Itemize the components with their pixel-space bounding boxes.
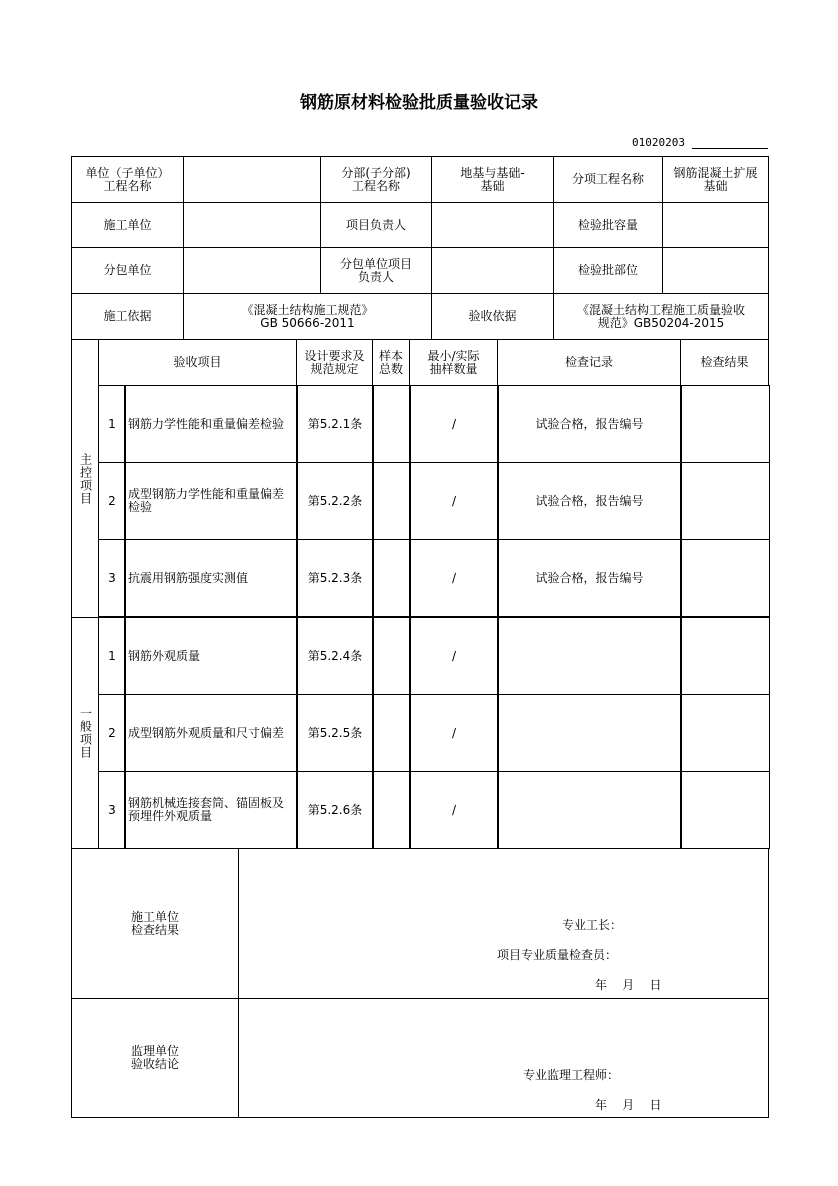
contractor-check-label: 施工单位 检查结果 [71, 848, 239, 999]
row-item-name: 成型钢筋外观质量和尺寸偏差 [124, 694, 298, 772]
sub-pm-label: 分包单位项目 负责人 [320, 247, 432, 294]
capacity-value [662, 202, 769, 248]
row-number: 3 [98, 771, 126, 849]
code-underline [692, 148, 768, 149]
row-number: 1 [98, 617, 126, 695]
row-number: 2 [98, 694, 126, 772]
main-group-cell [71, 339, 99, 618]
row-result [680, 385, 770, 463]
unit-value [183, 156, 321, 203]
col-sample-count: 最小/实际 抽样数量 [409, 339, 498, 386]
row-sample-total [372, 385, 411, 463]
contractor-label: 施工单位 [71, 202, 184, 248]
location-value [662, 247, 769, 294]
row-sample-total [372, 771, 411, 849]
row-clause: 第5.2.4条 [296, 617, 374, 695]
row-sample-count: / [409, 771, 499, 849]
supervisor-check-label: 监理单位 验收结论 [71, 998, 239, 1118]
unit-label: 单位（子单位） 工程名称 [71, 156, 184, 203]
sub-pm-value [431, 247, 554, 294]
col-result: 检查结果 [680, 339, 769, 386]
basis-value: 《混凝土结构施工规范》 GB 50666-2011 [183, 293, 432, 340]
col-sample-total: 样本 总数 [372, 339, 410, 386]
row-clause: 第5.2.1条 [296, 385, 374, 463]
basis-label: 施工依据 [71, 293, 184, 340]
acceptance-basis-value: 《混凝土结构工程施工质量验收 规范》GB50204-2015 [553, 293, 769, 340]
row-record: 试验合格，报告编号 [497, 385, 682, 463]
supervisor-check-area [238, 998, 769, 1118]
capacity-label: 检验批容量 [553, 202, 663, 248]
col-item: 验收项目 [98, 339, 297, 386]
row-clause: 第5.2.3条 [296, 539, 374, 617]
row-record [497, 694, 682, 772]
col-record: 检查记录 [497, 339, 681, 386]
engineer-label: 专业监理工程师： [523, 1068, 620, 1082]
pm-value [431, 202, 554, 248]
row-sample-total [372, 539, 411, 617]
sub-label: 分包单位 [71, 247, 184, 294]
row-sample-count: / [409, 539, 499, 617]
row-result [680, 462, 770, 540]
contractor-check-area [238, 848, 769, 999]
row-item-name: 钢筋外观质量 [124, 617, 298, 695]
subitem-value: 钢筋混凝土扩展 基础 [662, 156, 769, 203]
contractor-value [183, 202, 321, 248]
location-label: 检验批部位 [553, 247, 663, 294]
row-record: 试验合格，报告编号 [497, 462, 682, 540]
foreman-label: 专业工长： [562, 918, 623, 932]
row-number: 2 [98, 462, 126, 540]
row-item-name: 钢筋机械连接套筒、锚固板及预埋件外观质量 [124, 771, 298, 849]
pm-label: 项目负责人 [320, 202, 432, 248]
row-item-name: 钢筋力学性能和重量偏差检验 [124, 385, 298, 463]
supervisor-date: 年 月 日 [595, 1098, 662, 1112]
contractor-date: 年 月 日 [595, 978, 662, 992]
row-clause: 第5.2.5条 [296, 694, 374, 772]
row-item-name: 抗震用钢筋强度实测值 [124, 539, 298, 617]
row-result [680, 771, 770, 849]
row-number: 3 [98, 539, 126, 617]
sub-value [183, 247, 321, 294]
row-result [680, 617, 770, 695]
inspector-label: 项目专业质量检查员： [497, 948, 618, 962]
division-value: 地基与基础- 基础 [431, 156, 554, 203]
general-group-cell [71, 617, 99, 849]
col-design: 设计要求及 规范规定 [296, 339, 373, 386]
row-sample-count: / [409, 462, 499, 540]
acceptance-basis-label: 验收依据 [431, 293, 554, 340]
row-result [680, 539, 770, 617]
row-sample-count: / [409, 385, 499, 463]
general-group-label: 一般项目 [78, 707, 93, 759]
division-label: 分部(子分部) 工程名称 [320, 156, 432, 203]
row-clause: 第5.2.6条 [296, 771, 374, 849]
row-sample-total [372, 694, 411, 772]
row-record [497, 771, 682, 849]
row-number: 1 [98, 385, 126, 463]
row-sample-count: / [409, 617, 499, 695]
row-result [680, 694, 770, 772]
main-group-label: 主控项目 [78, 452, 93, 505]
page-title: 钢筋原材料检验批质量验收记录 [300, 93, 538, 113]
subitem-label: 分项工程名称 [553, 156, 663, 203]
document-code: 01020203 [632, 136, 685, 149]
row-sample-count: / [409, 694, 499, 772]
row-item-name: 成型钢筋力学性能和重量偏差检验 [124, 462, 298, 540]
row-clause: 第5.2.2条 [296, 462, 374, 540]
row-record [497, 617, 682, 695]
row-sample-total [372, 462, 411, 540]
row-record: 试验合格，报告编号 [497, 539, 682, 617]
row-sample-total [372, 617, 411, 695]
